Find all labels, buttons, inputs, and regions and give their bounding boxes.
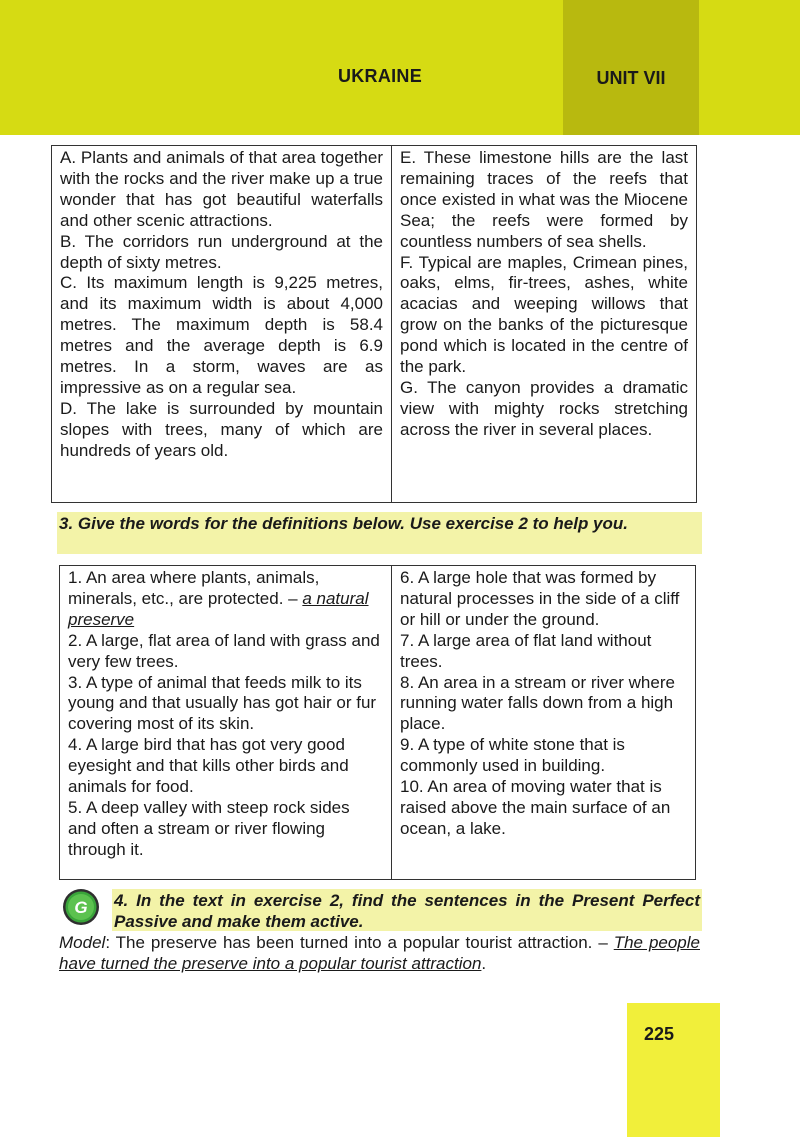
definitions-box <box>59 565 696 880</box>
definition-5: 5. A deep valley with steep rock sides and often a stream or river flowing through it. <box>68 797 350 859</box>
definitions-right-column <box>392 566 695 879</box>
definition-8: 8. An area in a stream or river where running water falls down from a high place. <box>400 672 675 734</box>
definition-1 <box>68 568 381 631</box>
exercise3-instruction: 3. Give the words for the definitions below. Use exercise 2 to help you. <box>59 514 629 533</box>
model-end: . <box>481 954 487 973</box>
model-sentence: : The preserve has been turned into a popular tourist attraction. – <box>105 933 614 952</box>
passage-b: B. The corridors run underground at the depth of sixty metres. <box>60 231 383 272</box>
definition-1-answer: a natural preserve <box>68 588 369 629</box>
passages-left-column <box>52 146 392 502</box>
model-answer: The people have turned the preserve into a popular tourist attraction <box>59 933 700 973</box>
passage-c: C. Its maximum length is 9,225 metres, and its maximum width is about 4,000 metres. The maximum depth is 58.4 metres and the average depth is 6.9 metres. In a storm, waves are as impressive as on a regular sea. <box>60 273 383 397</box>
definition-10: 10. An area of moving water that is raised above the main surface of an ocean, a lake. <box>400 777 671 838</box>
passage-g: G. The canyon provides a dramatic view with mighty rocks stretching across the river in several places. <box>400 377 688 439</box>
unit-label: UNIT VII <box>596 68 666 88</box>
definition-4: 4. A large bird that has got very good eyesight and that kills other birds and animals for food. <box>68 735 349 797</box>
passage-d: D. The lake is surrounded by mountain slopes with trees, many of which are hundreds of years old. <box>60 398 383 460</box>
definition-1-text: 1. An area where plants, animals, minerals, etc., are protected. – <box>68 568 320 608</box>
definitions-left-column <box>60 566 392 879</box>
model-example <box>59 932 700 974</box>
page-number: 225 <box>643 1024 675 1044</box>
definition-6: 6. A large hole that was formed by natural processes in the side of a cliff or hill or under the ground. <box>400 568 680 629</box>
passage-a: A. Plants and animals of that area together with the rocks and the river make up a true wonder that has got beautiful waterfalls and other scenic attractions. <box>60 148 383 230</box>
passages-box <box>51 145 697 503</box>
exercise4-instruction: 4. In the text in exercise 2, find the sentences in the Present Perfect Passive and make them active. <box>114 891 700 931</box>
passages-right-column <box>392 146 696 502</box>
grammar-badge-icon <box>62 888 100 926</box>
definition-2: 2. A large, flat area of land with grass and very few trees. <box>68 630 380 671</box>
definition-3: 3. A type of animal that feeds milk to its young and that usually has got hair or fur covering most of its skin. <box>68 672 377 734</box>
definition-9: 9. A type of white stone that is commonly used in building. <box>400 735 625 776</box>
page-title: UKRAINE <box>337 66 423 86</box>
passage-f: F. Typical are maples, Crimean pines, oaks, elms, fir-trees, ashes, white acacias and weeping willows that grow on the banks of the picturesque pond which is located in the centre of the park. <box>400 252 688 377</box>
grammar-badge-letter: G <box>74 898 88 917</box>
passage-e: E. These limestone hills are the last remaining traces of the reefs that once existed in what was the Miocene Sea; the reefs were formed by countless numbers of sea shells. <box>400 148 688 251</box>
model-label: Model <box>59 933 106 952</box>
definition-7: 7. A large area of flat land without trees. <box>400 630 652 671</box>
